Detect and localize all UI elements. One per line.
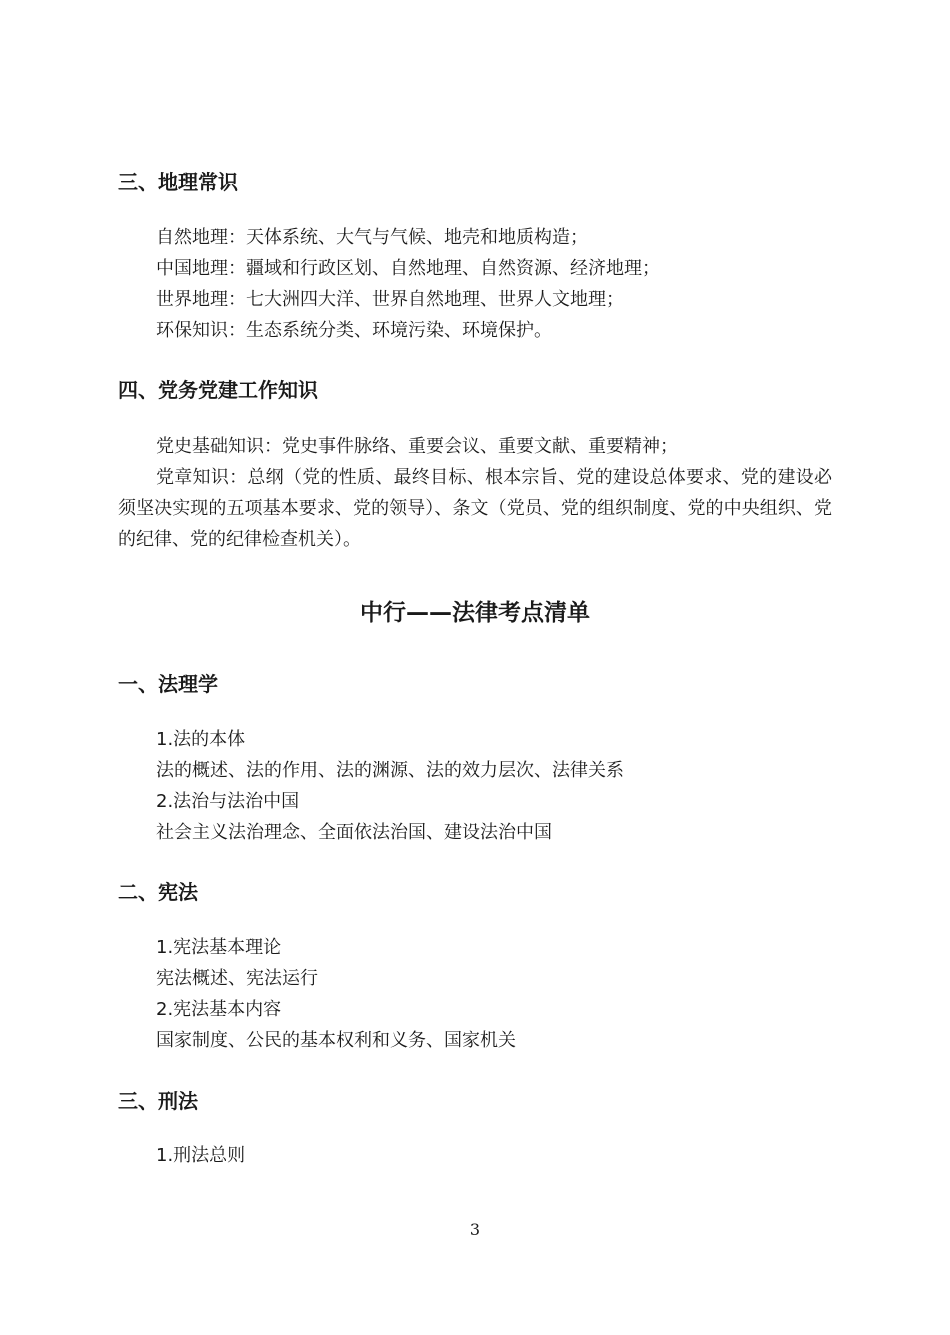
party-constitution-paragraph: 党章知识：总纲（党的性质、最终目标、根本宗旨、党的建设总体要求、党的建设必须坚决实现的五项基本要求、党的领导）、条文（党员、党的组织制度、党的中央组织、党的纪律、党的纪律检查机关）。 (118, 467, 832, 550)
section-heading-criminal: 三、刑法 (118, 1089, 198, 1113)
geography-item-china: 中国地理：疆域和行政区划、自然地理、自然资源、经济地理； (156, 258, 660, 279)
constitution-item-2: 宪法概述、宪法运行 (156, 968, 318, 989)
section-heading-constitution: 二、宪法 (118, 880, 198, 904)
constitution-item-3: 2.宪法基本内容 (156, 999, 282, 1020)
law-checklist-title: 中行——法律考点清单 (360, 600, 590, 626)
section-heading-jurisprudence: 一、法理学 (118, 672, 218, 696)
constitution-item-4: 国家制度、公民的基本权利和义务、国家机关 (156, 1030, 516, 1051)
jurisprudence-item-3: 2.法治与法治中国 (156, 791, 300, 812)
geography-item-natural: 自然地理：天体系统、大气与气候、地壳和地质构造； (156, 227, 588, 248)
jurisprudence-item-2: 法的概述、法的作用、法的渊源、法的效力层次、法律关系 (156, 760, 624, 781)
geography-item-world: 世界地理：七大洲四大洋、世界自然地理、世界人文地理； (156, 289, 624, 310)
geography-item-environment: 环保知识：生态系统分类、环境污染、环境保护。 (156, 320, 552, 341)
criminal-item-1: 1.刑法总则 (156, 1145, 246, 1166)
jurisprudence-item-1: 1.法的本体 (156, 729, 246, 750)
constitution-item-1: 1.宪法基本理论 (156, 937, 282, 958)
section-heading-party: 四、党务党建工作知识 (118, 378, 318, 402)
section-heading-geography: 三、地理常识 (118, 170, 238, 194)
jurisprudence-item-4: 社会主义法治理念、全面依法治国、建设法治中国 (156, 822, 552, 843)
page-number: 3 (469, 1220, 481, 1239)
party-history-paragraph: 党史基础知识：党史事件脉络、重要会议、重要文献、重要精神； (156, 436, 678, 457)
